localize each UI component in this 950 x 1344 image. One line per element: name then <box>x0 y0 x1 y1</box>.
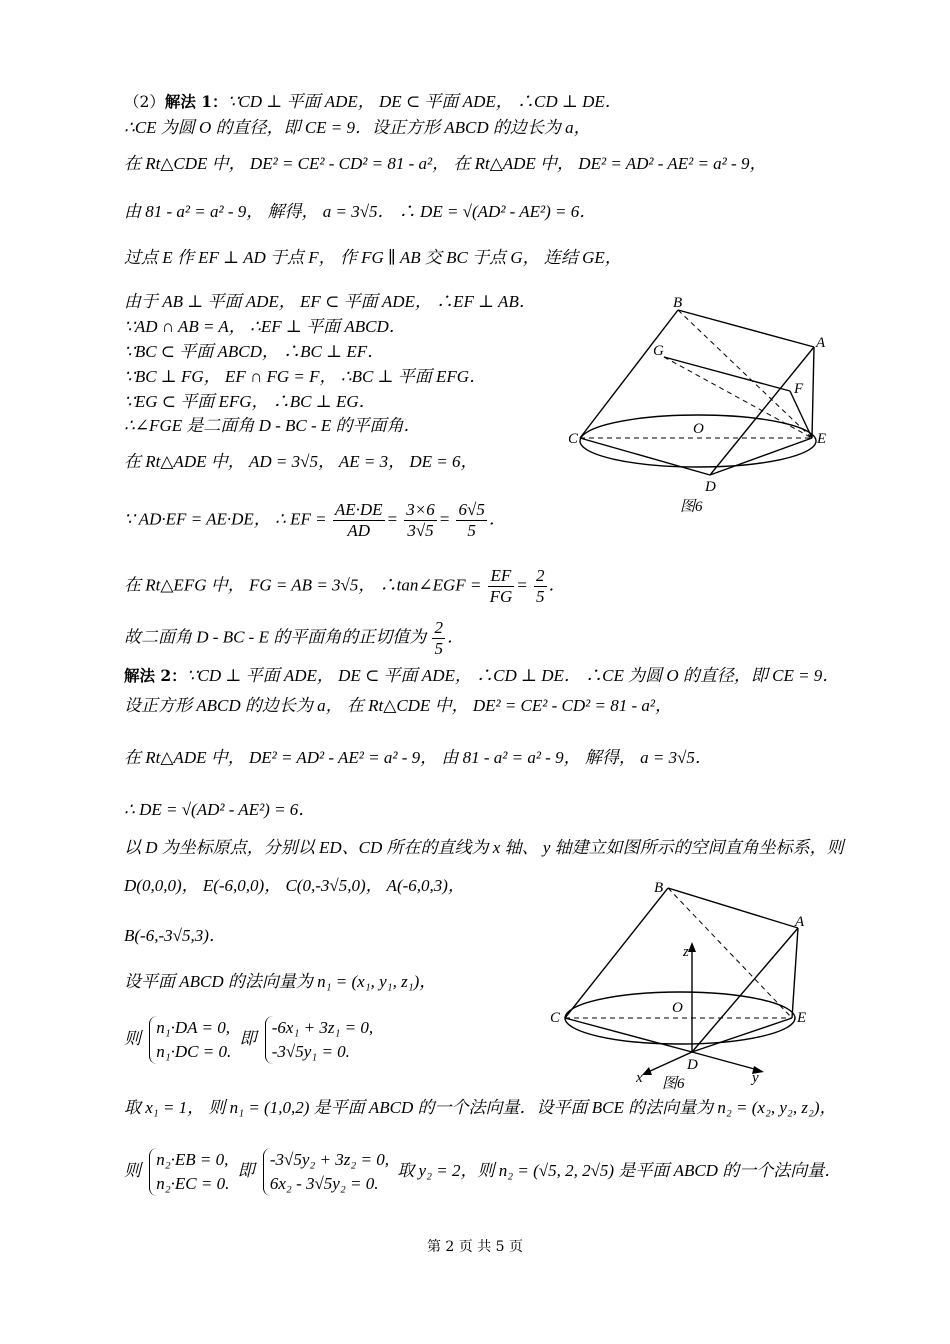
label-a: A <box>795 914 805 930</box>
fraction-line-ef: ∵ AD·EF = AE·DE， ∴ EF = $\frac{AE\cdot DE}{AD}$ = $\frac{3\times 6}{3√5}$ = $\frac{6√5}{5}$ ． <box>124 500 506 540</box>
equation-system-2 <box>124 1148 841 1196</box>
edge-cd <box>565 1018 692 1052</box>
text-line: ∴ DE = √(AD² - AE²) = 6． <box>124 800 316 819</box>
conclusion-line: 故二面角 D - BC - E 的平面角的正切值为 $\frac{2}{5}$ ． <box>124 618 464 658</box>
arrow-z-icon <box>688 942 696 952</box>
brace-system <box>263 1148 389 1196</box>
text-segment: 取 y₂ = 2，则 n₂ = (√5, 2, 2√5) 是平面 ABCD 的一个法向量． <box>397 1160 842 1180</box>
edge-ae <box>812 347 814 438</box>
text-line: 以 D 为坐标原点，分别以 ED、CD 所在的直线为 x 轴、 y 轴建立如图所示的空间直角坐标系，则 <box>124 838 844 857</box>
text-line: 由于 AB ⊥ 平面 ADE， EF ⊂ 平面 ADE， ∴EF ⊥ AB． <box>124 292 536 311</box>
solution-header-line <box>124 92 622 112</box>
method-2-line <box>124 666 839 686</box>
text-segment: 则 <box>124 1160 141 1180</box>
label-o: O <box>693 421 704 437</box>
denominator: 3√5 <box>407 521 434 540</box>
denominator: 5 <box>536 587 545 606</box>
text-line: ∵CD ⊥ 平面 ADE， DE ⊂ 平面 ADE， ∴CD ⊥ DE． <box>227 92 622 111</box>
fraction <box>488 566 515 607</box>
label-c: C <box>568 431 579 447</box>
label-c: C <box>550 1010 561 1026</box>
denominator: 5 <box>467 521 476 540</box>
fraction <box>404 500 436 541</box>
label-g: G <box>653 343 664 359</box>
geometry-figure-2 <box>540 872 830 1094</box>
text-line: 在 Rt△CDE 中， DE² = CE² - CD² = 81 - a²， 在 Rt△ADE 中， DE² = AD² - AE² = a² - 9， <box>124 154 767 173</box>
edge-cd <box>580 438 710 475</box>
equation-row: 6x₂ - 3√5y₂ = 0. <box>269 1174 379 1193</box>
text-line: ∵CD ⊥ 平面 ADE， DE ⊂ 平面 ADE， ∴CD ⊥ DE． ∴CE 为圆 O 的直径，即 CE = 9． <box>186 666 840 685</box>
geometry-figure-1 <box>560 295 840 520</box>
equation-row: n₂·EC = 0. <box>156 1174 230 1193</box>
equation-system-1 <box>124 1016 377 1064</box>
numerator: 2 <box>536 566 545 585</box>
text-segment: 即 <box>239 1028 257 1048</box>
fraction-line-tan: 在 Rt△EFG 中， FG = AB = 3√5， ∴tan∠EGF = $\frac{EF}{FG}$ = $\frac{2}{5}$ ． <box>124 566 566 606</box>
method-2-label: 解法 2： <box>124 666 187 685</box>
equation-row: n₂·EB = 0, <box>156 1150 229 1169</box>
arrow-x-icon <box>642 1067 652 1075</box>
text-line: ∴CE 为圆 O 的直径，即 CE = 9．设正方形 ABCD 的边长为 a， <box>124 118 591 137</box>
label-e: E <box>797 1010 807 1026</box>
text-line: 设正方形 ABCD 的边长为 a， 在 Rt△CDE 中， DE² = CE² - CD² = 81 - a²， <box>124 696 672 715</box>
text-line: 设平面 ABCD 的法向量为 n₁ = (x₁, y₁, z₁)， <box>124 972 437 991</box>
text-segment: ∵ AD·EF = AE·DE， ∴ EF = <box>124 509 327 529</box>
brace-system <box>149 1016 231 1064</box>
label-b: B <box>654 880 664 896</box>
text-line: 在 Rt△ADE 中， AD = 3√5， AE = 3， DE = 6， <box>124 452 478 471</box>
part-number: （2） <box>124 93 165 111</box>
label-f: F <box>794 381 804 397</box>
segment-ge <box>664 357 812 438</box>
figure-caption: 图6 <box>680 499 703 515</box>
text-line: ∵EG ⊂ 平面 EFG， ∴BC ⊥ EG． <box>124 392 376 411</box>
text-line: D(0,0,0)， E(-6,0,0)， C(0,-3√5,0)， A(-6,0,3)， <box>124 876 465 895</box>
text-segment: 则 <box>124 1028 141 1048</box>
denominator: FG <box>489 587 513 606</box>
label-e: E <box>817 431 827 447</box>
brace-system <box>149 1148 229 1196</box>
text-segment: 即 <box>237 1160 255 1180</box>
text-line: 由 81 - a² = a² - 9， 解得， a = 3√5． ∴ DE = √(AD² - AE²) = 6． <box>124 202 597 221</box>
fraction <box>432 618 445 659</box>
text-line: 过点 E 作 EF ⊥ AD 于点 F， 作 FG ∥ AB 交 BC 于点 G， 连结 GE， <box>124 248 622 267</box>
equation-row: -6x₁ + 3z₁ = 0, <box>271 1018 374 1037</box>
numerator: AE·DE <box>334 500 383 519</box>
text-line: 取 x₁ = 1， 则 n₁ = (1,0,2) 是平面 ABCD 的一个法向量．设平面 BCE 的法向量为 n₂ = (x₂, y₂, z₂)， <box>124 1098 837 1117</box>
page-footer: 第 2 页 共 5 页 <box>426 1239 524 1255</box>
equation-row: -3√5y₂ + 3z₂ = 0, <box>269 1150 390 1169</box>
equation-row: -3√5y₁ = 0. <box>271 1042 350 1061</box>
edge-ba <box>678 310 814 347</box>
text-line: B(-6,-3√5,3)． <box>124 926 226 945</box>
numerator: 6√5 <box>458 500 485 519</box>
denominator: 5 <box>434 639 443 658</box>
label-d: D <box>687 1057 698 1073</box>
equation-row: n₁·DC = 0. <box>156 1042 232 1061</box>
label-o: O <box>672 1000 683 1016</box>
segment-gf <box>664 357 790 391</box>
segment-fe <box>790 391 812 438</box>
text-segment: 故二面角 D - BC - E 的平面角的正切值为 <box>124 627 427 647</box>
numerator: EF <box>488 566 515 587</box>
equation-row: n₁·DA = 0, <box>156 1018 230 1037</box>
label-y: y <box>752 1070 759 1086</box>
brace-system <box>265 1016 373 1064</box>
label-b: B <box>673 295 683 311</box>
numerator: 3×6 <box>406 500 435 519</box>
text-line: ∵BC ⊂ 平面 ABCD， ∴BC ⊥ EF． <box>124 342 385 361</box>
numerator: 2 <box>434 618 443 637</box>
edge-ae <box>792 928 798 1018</box>
text-line: ∵AD ∩ AB = A， ∴EF ⊥ 平面 ABCD． <box>124 317 406 336</box>
figure-caption: 图6 <box>662 1076 685 1092</box>
label-z: z <box>683 944 689 960</box>
label-a: A <box>816 335 826 351</box>
fraction <box>534 566 547 607</box>
text-line: ∴∠FGE 是二面角 D - BC - E 的平面角． <box>124 416 421 435</box>
axis-x <box>648 1052 692 1072</box>
fraction <box>456 500 486 541</box>
axis-y <box>692 1052 758 1070</box>
label-x: x <box>636 1070 643 1086</box>
method-1-label: 解法 1： <box>164 92 228 111</box>
edge-cb <box>580 310 678 438</box>
text-line: 在 Rt△ADE 中， DE² = AD² - AE² = a² - 9， 由 81 - a² = a² - 9， 解得， a = 3√5． <box>124 748 712 767</box>
denominator: AD <box>347 521 371 540</box>
edge-cb <box>565 888 668 1018</box>
fraction <box>333 500 385 541</box>
text-line: ∵BC ⊥ FG， EF ∩ FG = F， ∴BC ⊥ 平面 EFG． <box>124 367 487 386</box>
label-d: D <box>705 479 716 495</box>
text-segment: 在 Rt△EFG 中， FG = AB = 3√5， ∴tan∠EGF = <box>124 575 482 595</box>
